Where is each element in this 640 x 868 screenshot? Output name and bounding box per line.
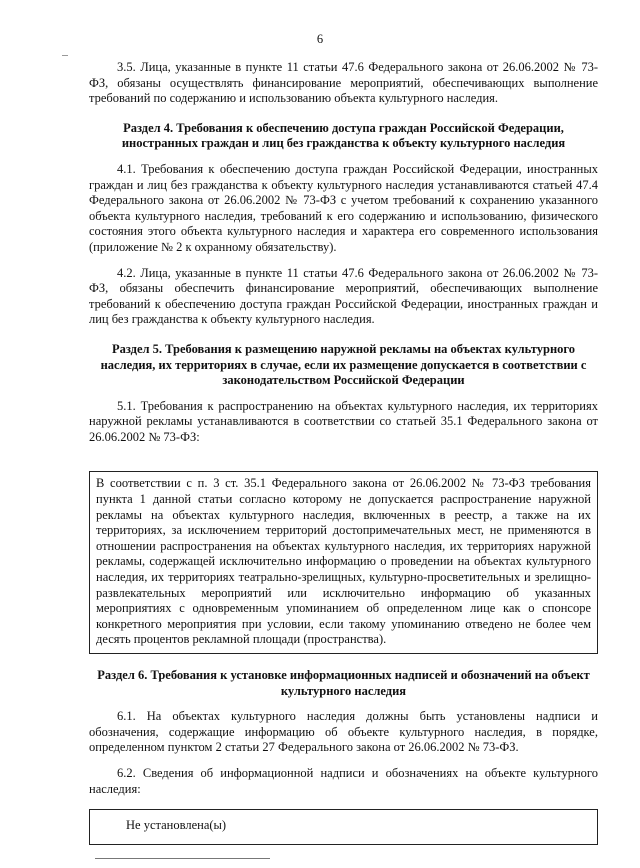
paragraph-3-5: 3.5. Лица, указанные в пункте 11 статьи 47.6 Федерального закона от 26.06.2002 № 73-ФЗ, обязаны осуществлять финансирование мероприятий, обеспечивающих выполнение требований по содержанию и использованию объекта культурного наследия. xyxy=(89,60,598,106)
paragraph-5-1: 5.1. Требования к распространению на объектах культурного наследия, их территориях наружной рекламы устанавливаются в соответствии со статьей 35.1 Федерального закона от 26.06.2002 № 73-ФЗ: xyxy=(89,398,598,444)
section-4-heading: Раздел 4. Требования к обеспечению доступа граждан Российской Федерации, иностранных граждан и лиц без гражданства к объекту культурного наследия xyxy=(121,120,566,151)
document-body xyxy=(89,60,598,845)
advertising-requirements-box xyxy=(89,471,598,654)
paragraph-6-1: 6.1. На объектах культурного наследия должны быть установлены надписи и обозначения, содержащие информацию об объекте культурного наследия, в порядке, определенном пунктом 2 статьи 27 Федерального закона от 26.06.2002 № 73-ФЗ. xyxy=(89,709,598,755)
advertising-requirements-text: В соответствии с п. 3 ст. 35.1 Федерального закона от 26.06.2002 № 73-ФЗ требования пункта 1 данной статьи согласно которому не допускается распространение наружной рекламы на объектах культурного наследия, включенных в реестр, а также на их территориях, за исключением территорий достопримечательных мест, не применяются в отношении распространения на объектах культурного наследия, их территориях наружной рекламы, содержащей исключительно информацию о проведении на объектах культурного наследия, их территориях театрально-зрелищных, культурно-просветительных и зрелищно-развлекательных мероприятий или исключительно информацию об указанных мероприятиях с одновременным упоминанием об определенном лице как о спонсоре конкретного мероприятия при условии, если такому упоминанию отведено не более чем десять процентов рекламной площади (пространства). xyxy=(96,476,591,647)
page-number: 6 xyxy=(316,32,324,46)
paragraph-4-2: 4.2. Лица, указанные в пункте 11 статьи 47.6 Федерального закона от 26.06.2002 № 73-ФЗ, обязаны обеспечить финансирование мероприятий, обеспечивающих выполнение требований к обеспечению доступа граждан Российской Федерации, иностранных граждан и лиц без гражданства к объекту культурного наследия. xyxy=(89,265,598,327)
signage-status-text: Не установлена(ы) xyxy=(126,818,227,833)
section-5-heading: Раздел 5. Требования к размещению наружной рекламы на объектах культурного наследия, их территориях в случае, если их размещение допускается в соответствии с законодательством Российской Федерации xyxy=(100,341,587,388)
bottom-divider xyxy=(95,858,270,859)
section-6-heading: Раздел 6. Требования к установке информационных надписей и обозначений на объект культурного наследия xyxy=(97,668,590,698)
paragraph-4-1: 4.1. Требования к обеспечению доступа граждан Российской Федерации, иностранных граждан и лиц без гражданства к объекту культурного наследия устанавливаются статьей 47.4 Федерального закона от 26.06.2002 № 73-ФЗ с учетом требований к сохранению указанного объекта культурного наследия, требований к его содержанию и использованию, физического состояния этого объекта культурного наследия и характера его современного использования (приложение № 2 к охранному обязательству). xyxy=(89,161,598,254)
margin-mark xyxy=(62,55,68,56)
signage-info-box xyxy=(89,809,598,845)
paragraph-6-2: 6.2. Сведения об информационной надписи и обозначениях на объекте культурного наследия: xyxy=(89,765,598,796)
